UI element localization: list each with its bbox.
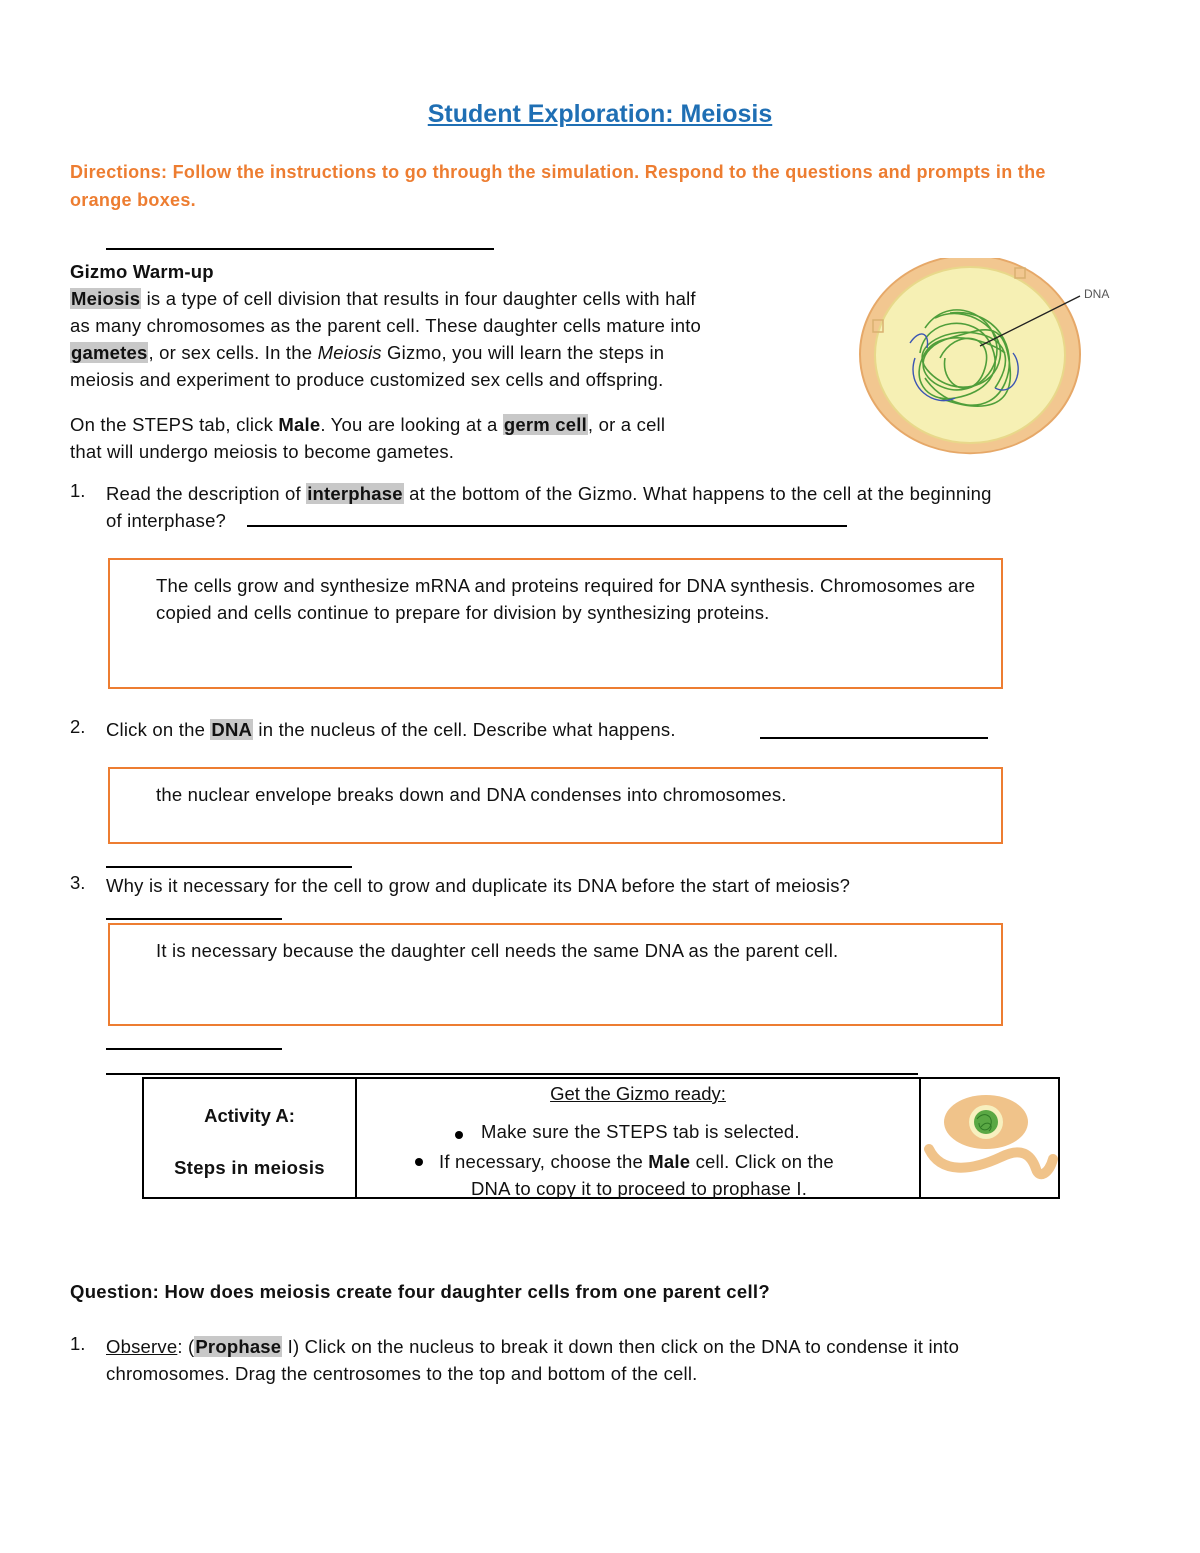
answer-line (247, 525, 847, 527)
text: On the STEPS tab, click (70, 414, 279, 435)
activity-table (142, 1077, 1060, 1199)
answer-line (106, 918, 282, 920)
warmup-paragraph-1 (70, 285, 830, 393)
answer-box-3[interactable] (108, 923, 1003, 1026)
text: cell. Click on the (690, 1151, 834, 1172)
text-bold: Male (278, 414, 321, 435)
activity-label-cell (144, 1079, 357, 1197)
text: Gizmo, you will learn the steps in (381, 342, 665, 363)
activity-instructions-cell (357, 1079, 921, 1197)
question-3-text: Why is it necessary for the cell to grow and duplicate its DNA before the start of meiosis? (106, 875, 851, 896)
warmup-heading: Gizmo Warm-up (70, 261, 214, 282)
text: Read the description of (106, 483, 307, 504)
text: . You are looking at a (320, 414, 503, 435)
answer-line (760, 737, 988, 739)
answer-3-text: It is necessary because the daughter cell needs the same DNA as the parent cell. (156, 940, 839, 961)
divider-line (106, 1048, 282, 1050)
question-1-number: 1. (70, 480, 86, 501)
divider-line (106, 248, 494, 250)
question-2-text (106, 716, 806, 743)
divider-line (106, 866, 352, 868)
text: , or a cell (587, 414, 666, 435)
cell-nucleus-image (855, 258, 1115, 458)
answer-2-text: the nuclear envelope breaks down and DNA condenses into chromosomes. (156, 784, 787, 805)
text: that will undergo meiosis to become gametes. (70, 441, 455, 462)
observe-number: 1. (70, 1333, 86, 1354)
text: chromosomes. Drag the centrosomes to the top and bottom of the cell. (106, 1363, 698, 1384)
term-meiosis: Meiosis (71, 288, 141, 309)
text: in the nucleus of the cell. Describe what happens. (253, 719, 676, 740)
text: DNA to copy it to proceed to prophase I. (471, 1178, 808, 1199)
text: at the bottom of the Gizmo. What happens to the cell at the beginning (403, 483, 992, 504)
directions-text: Directions: Follow the instructions to go through the simulation. Respond to the questions and prompts in the orange boxes. (70, 162, 1046, 210)
text: If necessary, choose the (439, 1151, 649, 1172)
instruction-2 (439, 1148, 909, 1202)
main-question: Question: How does meiosis create four daughter cells from one parent cell? (70, 1281, 770, 1302)
question-3-number: 3. (70, 872, 86, 893)
term-germ-cell: germ cell (503, 414, 587, 435)
activity-label: Activity A: (204, 1105, 295, 1126)
term-gametes: gametes (71, 342, 148, 363)
instruction-1: Make sure the STEPS tab is selected. (481, 1121, 800, 1142)
term-prophase: Prophase (195, 1336, 282, 1357)
divider-line (106, 1073, 918, 1075)
warmup-section (70, 258, 830, 465)
term-dna: DNA (211, 719, 253, 740)
term-interphase: interphase (307, 483, 403, 504)
answer-box-1[interactable] (108, 558, 1003, 689)
gizmo-ready-heading: Get the Gizmo ready: (550, 1083, 726, 1104)
answer-1-text: The cells grow and synthesize mRNA and proteins required for DNA synthesis. Chromosomes are copied and cells continue to prepare for division by synthesizing proteins. (156, 575, 976, 623)
observe-text (106, 1333, 1116, 1387)
text: : ( (177, 1336, 195, 1357)
text: I) Click on the nucleus to break it down then click on the DNA to condense it into (282, 1336, 960, 1357)
activity-image-cell (921, 1079, 1058, 1197)
text: , or sex cells. In the (148, 342, 318, 363)
dna-label: DNA (1084, 287, 1110, 301)
text: Click on the (106, 719, 211, 740)
text: is a type of cell division that results in four daughter cells with half (141, 288, 696, 309)
bullet-icon (455, 1131, 463, 1139)
text: meiosis and experiment to produce customized sex cells and offspring. (70, 369, 664, 390)
bullet-icon (415, 1158, 423, 1166)
text: as many chromosomes as the parent cell. These daughter cells mature into (70, 315, 702, 336)
answer-box-2[interactable] (108, 767, 1003, 844)
page-title: Student Exploration: Meiosis (427, 100, 773, 128)
germ-cell-image (921, 1079, 1058, 1197)
question-2-number: 2. (70, 716, 86, 737)
activity-subtitle: Steps in meiosis (174, 1157, 325, 1178)
text-bold: Male (648, 1151, 691, 1172)
text-italic: Meiosis (317, 342, 382, 363)
text: of interphase? (106, 510, 227, 531)
observe-label: Observe (106, 1336, 178, 1357)
warmup-paragraph-2 (70, 411, 830, 465)
